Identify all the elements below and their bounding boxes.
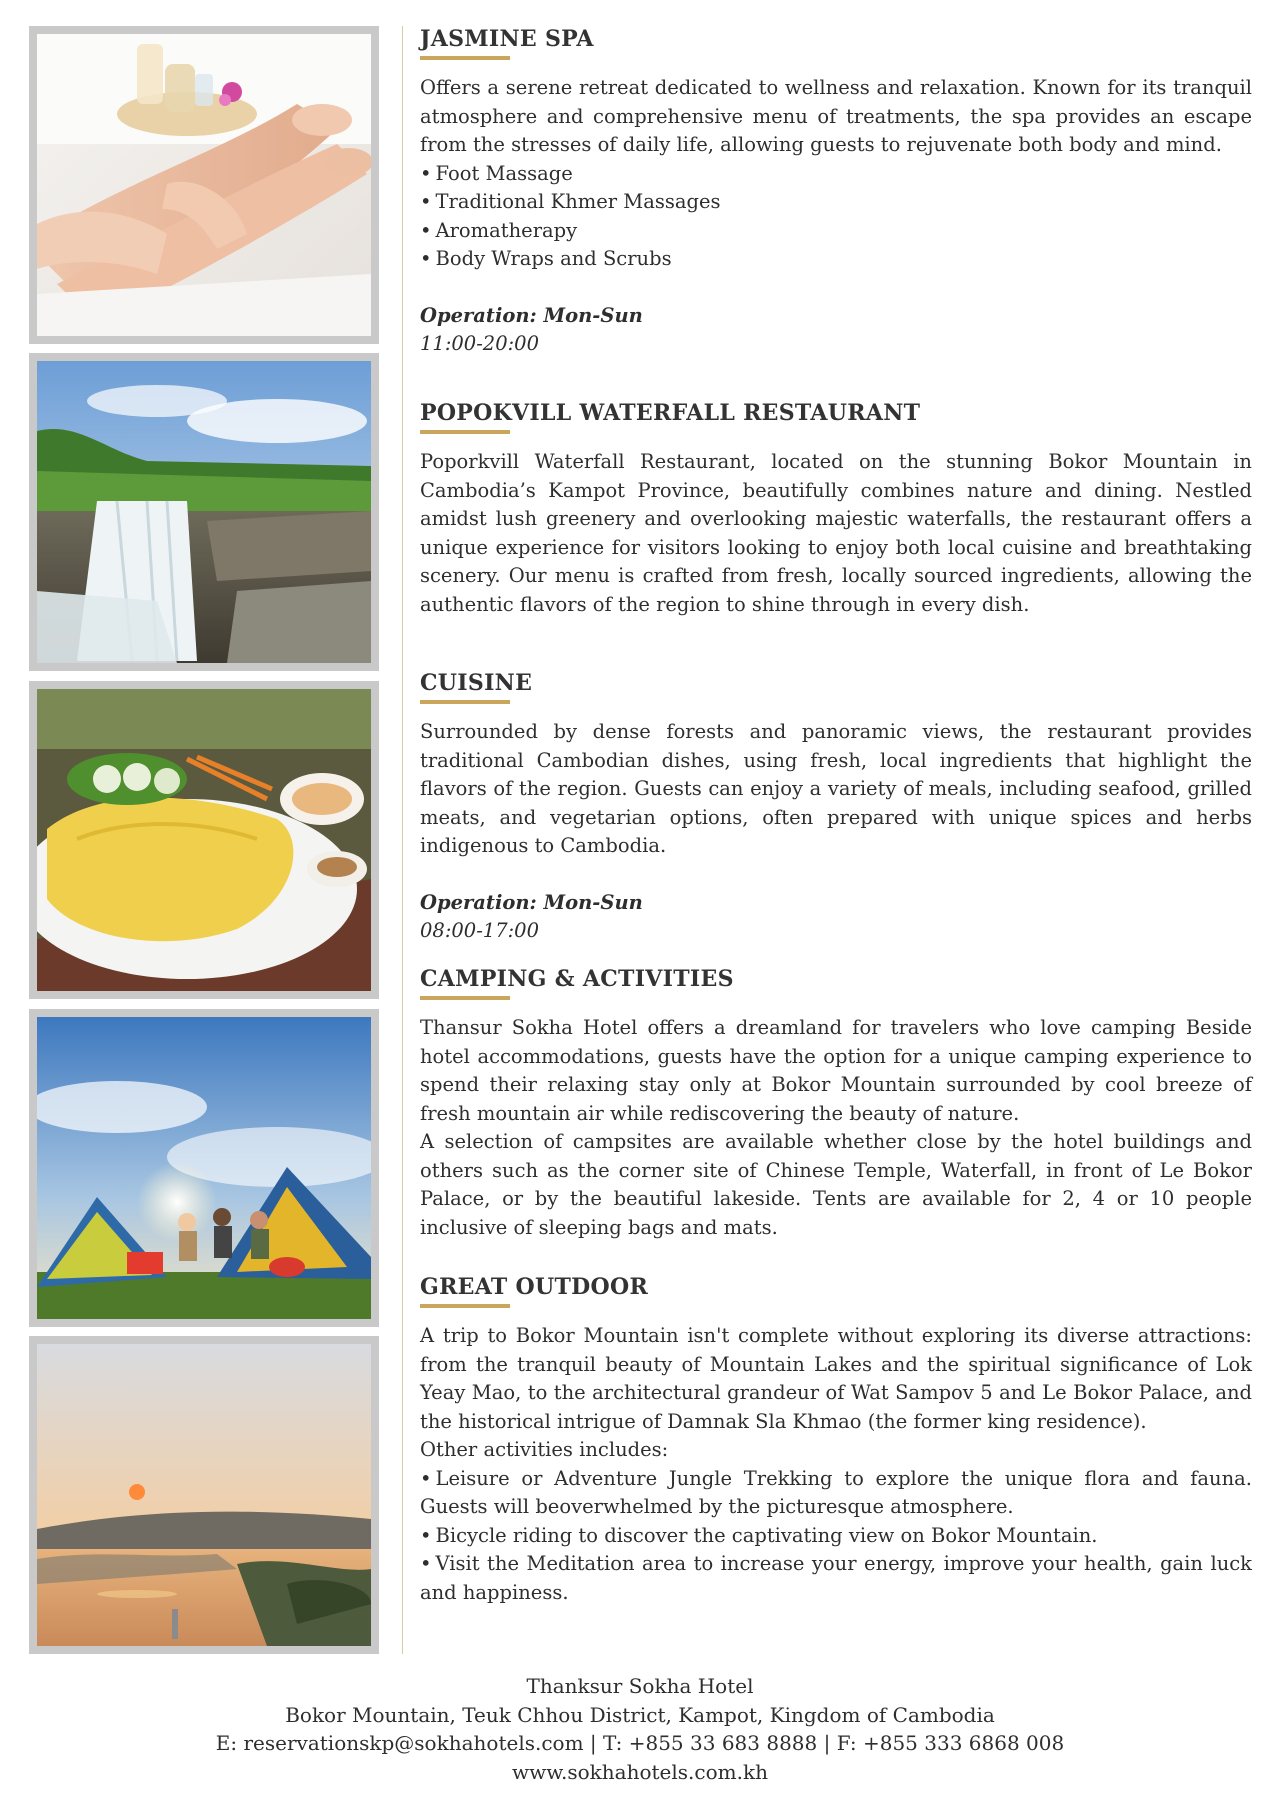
lake-sunset-image <box>37 1344 371 1646</box>
bullet-item: • Traditional Khmer Massages <box>420 188 1252 217</box>
title-underline <box>420 1304 510 1308</box>
title-underline <box>420 996 510 1000</box>
section-title: POPOKVILL WATERFALL RESTAURANT <box>420 400 921 426</box>
camping-photo <box>29 1009 379 1327</box>
section-title: CAMPING & ACTIVITIES <box>420 966 734 992</box>
waterfall-image <box>37 361 371 663</box>
cuisine-photo <box>29 681 379 999</box>
lake-sunset-photo <box>29 1336 379 1654</box>
hotel-contact: E: reservationskp@sokhahotels.com | T: +855 33 683 8888 | F: +855 333 6868 008 <box>215 1731 1065 1755</box>
section-jasmine-spa <box>420 24 1252 359</box>
section-cuisine <box>420 668 1252 946</box>
activities-intro: Other activities includes: <box>420 1438 669 1461</box>
section-great-outdoor <box>420 1272 1252 1607</box>
spa-massage-image <box>37 34 371 336</box>
camping-image <box>37 1017 371 1319</box>
waterfall-photo <box>29 353 379 671</box>
section-camping-activities <box>420 964 1252 1242</box>
footer <box>0 1672 1280 1786</box>
operation-label: Operation: Mon-Sun <box>420 303 643 327</box>
section-description-2: A selection of campsites are available whether close by the hotel buildings and others such as the corner site of Chinese Temple, Waterfall, in front of Le Bokor Palace, or by the beautiful lakeside. Tents are available for 2, 4 or 10 people inclusive of sleeping bags and mats. <box>420 1130 1252 1239</box>
operation-hours <box>420 889 1252 946</box>
section-description: Poporkvill Waterfall Restaurant, located on the stunning Bokor Mountain in Cambodia’s Kampot Province, beautifully combines nature and dining. Nestled amidst lush greenery and overlooking majestic waterfalls, the restaurant offers a unique experience for visitors looking to enjoy both local cuisine and breathtaking scenery. Our menu is crafted from fresh, locally sourced ingredients, allowing the authentic flavors of the region to shine through in every dish. <box>420 450 1252 616</box>
spa-photo <box>29 26 379 344</box>
operation-time: 11:00-20:00 <box>420 332 539 355</box>
section-description: A trip to Bokor Mountain isn't complete without exploring its diverse attractions: from the tranquil beauty of Mountain Lakes and the spiritual significance of Lok Yeay Mao, to the architectural grandeur of Wat Sampov 5 and Le Bokor Palace, and the historical intrigue of Damnak Sla Khmao (the former king residence). <box>420 1324 1252 1433</box>
title-underline <box>420 700 510 704</box>
section-waterfall-restaurant <box>420 398 1252 619</box>
bullet-item: • Aromatherapy <box>420 217 1252 246</box>
bullet-item: • Body Wraps and Scrubs <box>420 245 1252 274</box>
bullet-item: • Leisure or Adventure Jungle Trekking to explore the unique flora and fauna. Guests will beoverwhelmed by the picturesque atmosphere. <box>420 1465 1252 1522</box>
section-description: Surrounded by dense forests and panoramic views, the restaurant provides traditional Cambodian dishes, using fresh, local ingredients that highlight the flavors of the region. Guests can enjoy a variety of meals, including seafood, grilled meats, and vegetarian options, often prepared with unique spices and herbs indigenous to Cambodia. <box>420 720 1252 857</box>
hotel-address: Bokor Mountain, Teuk Chhou District, Kampot, Kingdom of Cambodia <box>285 1702 995 1727</box>
operation-time: 08:00-17:00 <box>420 919 539 942</box>
section-title: JASMINE SPA <box>420 26 594 52</box>
section-title: GREAT OUTDOOR <box>420 1274 649 1300</box>
bullet-item: • Bicycle riding to discover the captivating view on Bokor Mountain. <box>420 1522 1252 1551</box>
hotel-website[interactable]: www.sokhahotels.com.kh <box>512 1759 768 1784</box>
bullet-item: • Visit the Meditation area to increase your energy, improve your health, gain luck and happiness. <box>420 1550 1252 1607</box>
vertical-divider <box>402 26 403 1654</box>
operation-hours <box>420 302 1252 359</box>
hotel-name: Thanksur Sokha Hotel <box>526 1674 754 1698</box>
title-underline <box>420 56 510 60</box>
section-title: CUISINE <box>420 670 533 696</box>
title-underline <box>420 430 510 434</box>
section-description: Offers a serene retreat dedicated to wellness and relaxation. Known for its tranquil atmosphere and comprehensive menu of treatments, the spa provides an escape from the stresses of daily life, allowing guests to rejuvenate both body and mind. <box>420 76 1252 156</box>
cuisine-image <box>37 689 371 991</box>
operation-label: Operation: Mon-Sun <box>420 890 643 914</box>
bullet-item: • Foot Massage <box>420 160 1252 189</box>
section-description: Thansur Sokha Hotel offers a dreamland for travelers who love camping Beside hotel accommodations, guests have the option for a unique camping experience to spend their relaxing stay only at Bokor Mountain surrounded by cool breeze of fresh mountain air while rediscovering the beauty of nature. <box>420 1016 1252 1125</box>
